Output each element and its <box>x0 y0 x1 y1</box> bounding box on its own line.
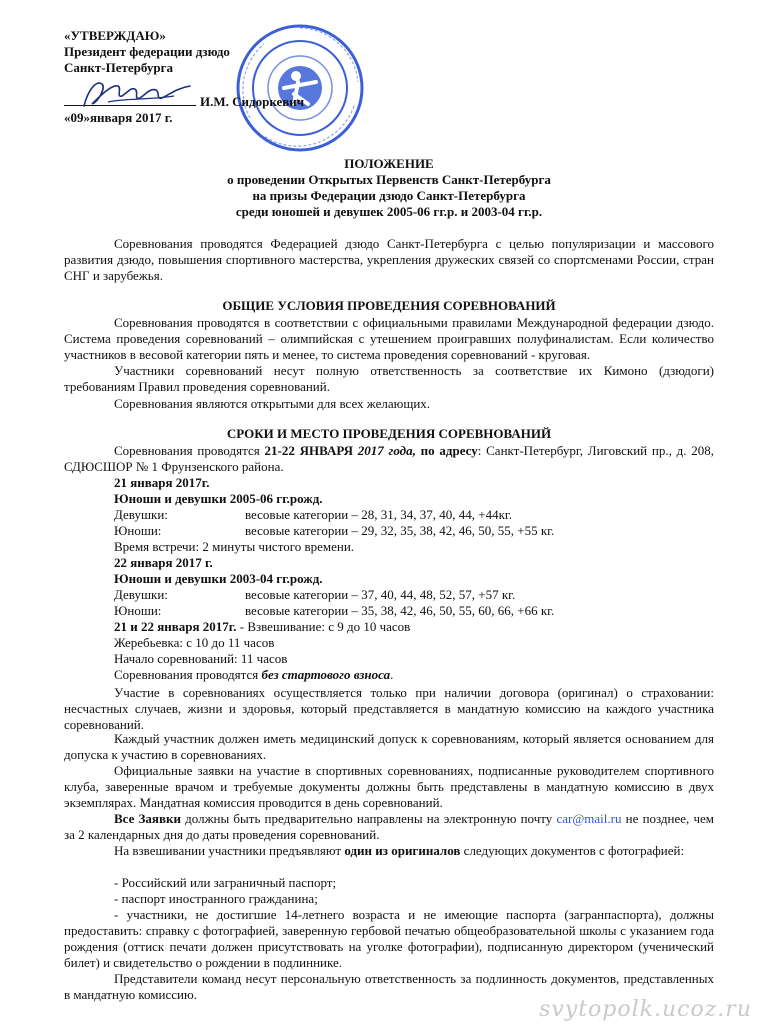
group1-boys-row: Юноши: весовые категории – 29, 32, 35, 38, 42, 46, 50, 55, +55 кг. <box>114 523 555 538</box>
medical-paragraph: Каждый участник должен иметь медицинский допуск к соревнованиям, который является основанием для допуска к участию в соревнованиях. <box>64 731 714 762</box>
fee-row: Соревнования проводятся без стартового взноса. <box>114 667 394 682</box>
kimono-paragraph: Участники соревнований несут полную ответственность за соответствие их Кимоно (дзюдоги) требованиям Правил проведения соревнований. <box>64 363 714 394</box>
seal-stamp <box>234 22 366 154</box>
approval-signer: И.М. Сидоркевич <box>200 94 305 109</box>
meet-time: Время встречи: 2 минуты чистого времени. <box>114 539 355 554</box>
group1-girls-row: Девушки: весовые категории – 28, 31, 34, 37, 40, 44, +44кг. <box>114 507 513 522</box>
approval-date: «09»января 2017 г. <box>64 110 173 125</box>
group1-heading: Юноши и девушки 2005-06 гг.рожд. <box>114 491 323 506</box>
approval-position: Президент федерации дзюдо <box>64 44 230 59</box>
doc-subtitle-1: о проведении Открытых Первенств Санкт-Петербурга <box>227 172 551 187</box>
start-row: Начало соревнований: 11 часов <box>114 651 288 666</box>
intro-paragraph: Соревнования проводятся Федерацией дзюдо Санкт-Петербурга с целью популяризации и массового развития дзюдо, повышения спортивного мастерства, укрепления дружеских связей со спортсменами России, стран СНГ и зарубежья. <box>64 236 714 283</box>
representatives-paragraph: Представители команд несут персональную ответственность за подлинность документов, представленных в мандатную комиссию. <box>64 971 714 1002</box>
dates-paragraph: Соревнования проводятся 21-22 ЯНВАРЯ 2017 года, по адресу: Санкт-Петербург, Лиговский пр., д. 208, СДЮСШОР № 1 Фрунзенского района. <box>64 443 714 474</box>
approval-heading: «УТВЕРЖДАЮ» <box>64 28 166 43</box>
doc-title: ПОЛОЖЕНИЕ <box>344 156 434 171</box>
section-general-heading: ОБЩИЕ УСЛОВИЯ ПРОВЕДЕНИЯ СОРЕВНОВАНИЙ <box>222 298 556 313</box>
group2-girls-row: Девушки: весовые категории – 37, 40, 44, 48, 52, 57, +57 кг. <box>114 587 516 602</box>
email-link[interactable]: car@mail.ru <box>556 811 622 826</box>
draw-row: Жеребьевка: с 10 до 11 часов <box>114 635 275 650</box>
documents-paragraph: На взвешивании участники предъявляют один из оригиналов следующих документов с фотографией: <box>114 843 685 858</box>
doc-item-minors: - участники, не достигшие 14-летнего возраста и не имеющие паспорта (загранпаспорта), должны предоставить: справку с фотографией, заверенную гербовой печатью общеобразовательной школы с указанием года рождения (оттиск печати должен присутствовать на уголке фотографии), подписанную директором (ученический билет) и свидетельство о рождении в подлиннике. <box>64 907 714 970</box>
approval-city: Санкт-Петербурга <box>64 60 173 75</box>
group2-heading: Юноши и девушки 2003-04 гг.рожд. <box>114 571 323 586</box>
section-dates-heading: СРОКИ И МЕСТО ПРОВЕДЕНИЯ СОРЕВНОВАНИЙ <box>226 426 552 441</box>
doc-item-passport: - Российский или заграничный паспорт; <box>114 875 337 890</box>
doc-subtitle-2: на призы Федерации дзюдо Санкт-Петербурга <box>252 188 526 203</box>
day1-heading: 21 января 2017г. <box>114 475 210 490</box>
watermark: svytopolk.ucoz.ru <box>539 997 752 1022</box>
insurance-paragraph: Участие в соревнованиях осуществляется только при наличии договора (оригинал) о страховании: несчастных случаев, жизни и здоровья, который представляется в мандатную комиссию на каждого участника соревнований. <box>64 685 714 732</box>
open-paragraph: Соревнования являются открытыми для всех желающих. <box>114 396 431 411</box>
weigh-in-row: 21 и 22 января 2017г. - Взвешивание: с 9 до 10 часов <box>114 619 411 634</box>
entries-paragraph: Официальные заявки на участие в спортивных соревнованиях, подписанные руководителем спортивного клуба, заверенные врачом и требуемые документы должны быть представлены в мандатную комиссию в двух экземплярах. Мандатная комиссия проводится в день соревнований. <box>64 763 714 810</box>
doc-item-foreign-passport: - паспорт иностранного гражданина; <box>114 891 318 906</box>
group2-boys-row: Юноши: весовые категории – 35, 38, 42, 46, 50, 55, 60, 66, +66 кг. <box>114 603 555 618</box>
day2-heading: 22 января 2017 г. <box>114 555 213 570</box>
general-rules-paragraph: Соревнования проводятся в соответствии с официальными правилами Международной федерации дзюдо. Система проведения соревнований – олимпийская с утешением проигравших полуфиналистам. Если количество участников в весовой категории пять и менее, то система проведения соревнований - круговая. <box>64 315 714 362</box>
email-paragraph: Все Заявки должны быть предварительно направлены на электронную почту car@mail.ru не позднее, чем за 2 календарных дня до даты проведения соревнований. <box>64 811 715 842</box>
doc-subtitle-3: среди юношей и девушек 2005-06 гг.р. и 2003-04 гг.р. <box>235 204 543 219</box>
